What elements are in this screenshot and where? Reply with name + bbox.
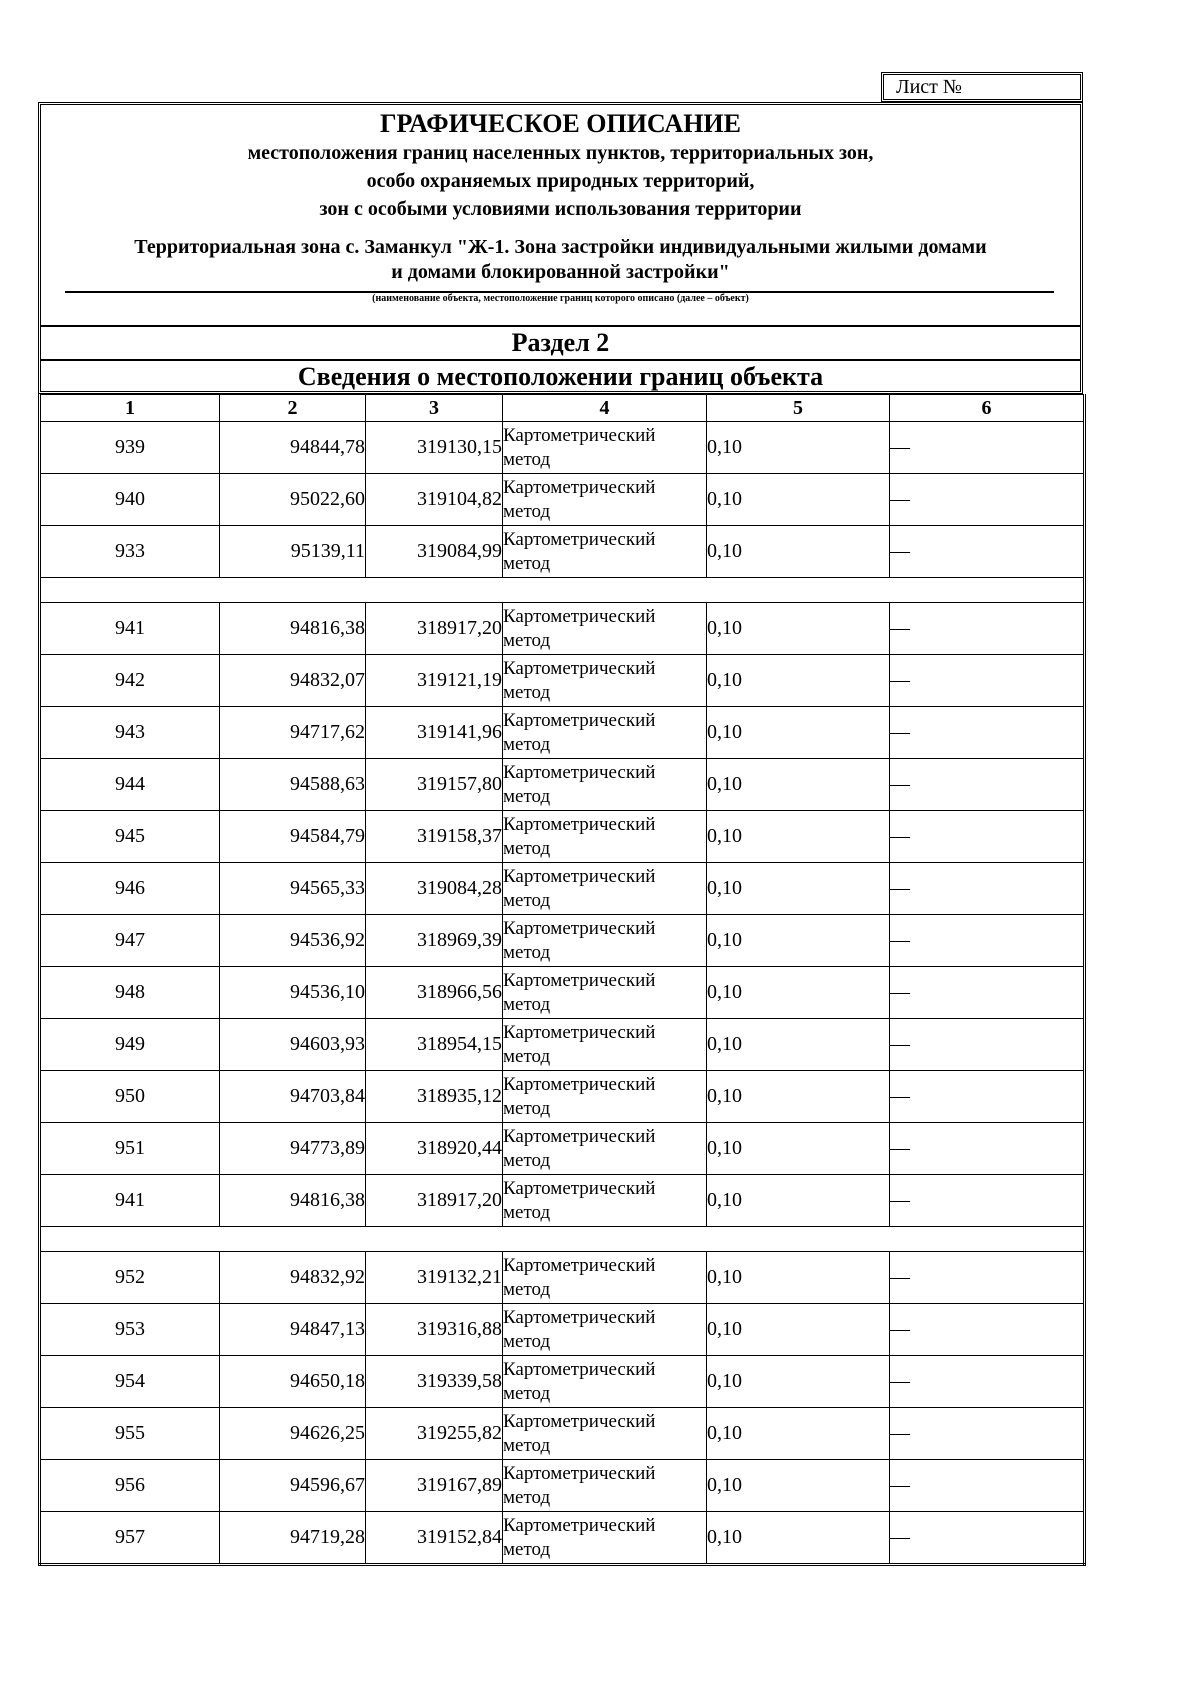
y-coordinate-cell: 318969,39 xyxy=(366,915,503,967)
x-coordinate-cell: 94832,92 xyxy=(220,1252,366,1304)
point-number-cell: 947 xyxy=(40,915,220,967)
x-coordinate-cell: 95139,11 xyxy=(220,526,366,578)
description-cell: — xyxy=(890,1304,1085,1356)
description-cell: — xyxy=(890,655,1085,707)
contour-separator-cell xyxy=(40,1227,1085,1252)
x-coordinate-cell: 94717,62 xyxy=(220,707,366,759)
object-caption: (наименование объекта, местоположение границ которого описано (далее – объект) xyxy=(372,293,749,304)
point-number-cell: 957 xyxy=(40,1512,220,1565)
y-coordinate-cell: 318917,20 xyxy=(366,603,503,655)
x-coordinate-cell: 94844,78 xyxy=(220,422,366,474)
point-number-cell: 933 xyxy=(40,526,220,578)
table-row xyxy=(40,474,1085,526)
accuracy-cell: 0,10 xyxy=(707,863,890,915)
x-coordinate-cell: 94832,07 xyxy=(220,655,366,707)
x-coordinate-cell: 94719,28 xyxy=(220,1512,366,1565)
section-title: Сведения о местоположении границ объекта xyxy=(41,359,1080,393)
column-header-4: 4 xyxy=(503,395,707,422)
sheet-number-label: Лист № xyxy=(896,76,962,98)
point-number-cell: 942 xyxy=(40,655,220,707)
method-cell: Картометрический метод xyxy=(503,655,707,707)
column-header-6: 6 xyxy=(890,395,1085,422)
accuracy-cell: 0,10 xyxy=(707,1252,890,1304)
column-header-2: 2 xyxy=(220,395,366,422)
accuracy-cell: 0,10 xyxy=(707,811,890,863)
accuracy-cell: 0,10 xyxy=(707,1408,890,1460)
table-row xyxy=(40,526,1085,578)
description-cell: — xyxy=(890,863,1085,915)
point-number-cell: 952 xyxy=(40,1252,220,1304)
description-cell: — xyxy=(890,1019,1085,1071)
method-cell: Картометрический метод xyxy=(503,1019,707,1071)
y-coordinate-cell: 318920,44 xyxy=(366,1123,503,1175)
accuracy-cell: 0,10 xyxy=(707,707,890,759)
accuracy-cell: 0,10 xyxy=(707,655,890,707)
contour-separator-cell xyxy=(40,578,1085,603)
column-header-1: 1 xyxy=(40,395,220,422)
description-cell: — xyxy=(890,1460,1085,1512)
y-coordinate-cell: 319141,96 xyxy=(366,707,503,759)
y-coordinate-cell: 319084,28 xyxy=(366,863,503,915)
table-row xyxy=(40,1356,1085,1408)
accuracy-cell: 0,10 xyxy=(707,1071,890,1123)
section-label: Раздел 2 xyxy=(41,325,1080,359)
table-row xyxy=(40,1071,1085,1123)
y-coordinate-cell: 319167,89 xyxy=(366,1460,503,1512)
description-cell: — xyxy=(890,759,1085,811)
point-number-cell: 951 xyxy=(40,1123,220,1175)
description-cell: — xyxy=(890,1512,1085,1565)
point-number-cell: 941 xyxy=(40,603,220,655)
method-cell: Картометрический метод xyxy=(503,863,707,915)
method-cell: Картометрический метод xyxy=(503,1071,707,1123)
point-number-cell: 955 xyxy=(40,1408,220,1460)
accuracy-cell: 0,10 xyxy=(707,1019,890,1071)
x-coordinate-cell: 94588,63 xyxy=(220,759,366,811)
point-number-cell: 940 xyxy=(40,474,220,526)
object-name-line-1: Территориальная зона с. Заманкул "Ж-1. Зона застройки индивидуальными жилыми домами xyxy=(134,236,987,258)
y-coordinate-cell: 318954,15 xyxy=(366,1019,503,1071)
table-row xyxy=(40,422,1085,474)
table-row xyxy=(40,811,1085,863)
y-coordinate-cell: 319152,84 xyxy=(366,1512,503,1565)
point-number-cell: 939 xyxy=(40,422,220,474)
method-cell: Картометрический метод xyxy=(503,707,707,759)
method-cell: Картометрический метод xyxy=(503,1123,707,1175)
method-cell: Картометрический метод xyxy=(503,1175,707,1227)
document-title: ГРАФИЧЕСКОЕ ОПИСАНИЕ xyxy=(380,109,741,138)
table-row xyxy=(40,915,1085,967)
point-number-cell: 946 xyxy=(40,863,220,915)
table-row xyxy=(40,1460,1085,1512)
accuracy-cell: 0,10 xyxy=(707,603,890,655)
y-coordinate-cell: 319158,37 xyxy=(366,811,503,863)
column-header-5: 5 xyxy=(707,395,890,422)
method-cell: Картометрический метод xyxy=(503,526,707,578)
coordinates-table xyxy=(38,394,1086,1566)
table-row xyxy=(40,603,1085,655)
point-number-cell: 953 xyxy=(40,1304,220,1356)
contour-separator-row xyxy=(40,1227,1085,1252)
method-cell: Картометрический метод xyxy=(503,1408,707,1460)
accuracy-cell: 0,10 xyxy=(707,759,890,811)
x-coordinate-cell: 94596,67 xyxy=(220,1460,366,1512)
accuracy-cell: 0,10 xyxy=(707,1460,890,1512)
description-cell: — xyxy=(890,1071,1085,1123)
point-number-cell: 950 xyxy=(40,1071,220,1123)
table-row xyxy=(40,655,1085,707)
description-cell: — xyxy=(890,474,1085,526)
table-row xyxy=(40,1123,1085,1175)
method-cell: Картометрический метод xyxy=(503,603,707,655)
y-coordinate-cell: 319132,21 xyxy=(366,1252,503,1304)
y-coordinate-cell: 319316,88 xyxy=(366,1304,503,1356)
description-cell: — xyxy=(890,1356,1085,1408)
table-row xyxy=(40,1252,1085,1304)
y-coordinate-cell: 319157,80 xyxy=(366,759,503,811)
accuracy-cell: 0,10 xyxy=(707,915,890,967)
description-cell: — xyxy=(890,707,1085,759)
y-coordinate-cell: 319255,82 xyxy=(366,1408,503,1460)
y-coordinate-cell: 319130,15 xyxy=(366,422,503,474)
x-coordinate-cell: 94703,84 xyxy=(220,1071,366,1123)
accuracy-cell: 0,10 xyxy=(707,1356,890,1408)
point-number-cell: 956 xyxy=(40,1460,220,1512)
method-cell: Картометрический метод xyxy=(503,759,707,811)
description-cell: — xyxy=(890,1123,1085,1175)
x-coordinate-cell: 94603,93 xyxy=(220,1019,366,1071)
method-cell: Картометрический метод xyxy=(503,1512,707,1565)
x-coordinate-cell: 94565,33 xyxy=(220,863,366,915)
method-cell: Картометрический метод xyxy=(503,1460,707,1512)
point-number-cell: 944 xyxy=(40,759,220,811)
method-cell: Картометрический метод xyxy=(503,474,707,526)
point-number-cell: 945 xyxy=(40,811,220,863)
document-subtitle-line-2: особо охраняемых природных территорий, xyxy=(366,170,755,192)
method-cell: Картометрический метод xyxy=(503,1304,707,1356)
x-coordinate-cell: 94816,38 xyxy=(220,603,366,655)
table-row xyxy=(40,1512,1085,1565)
method-cell: Картометрический метод xyxy=(503,915,707,967)
description-cell: — xyxy=(890,526,1085,578)
description-cell: — xyxy=(890,967,1085,1019)
method-cell: Картометрический метод xyxy=(503,1356,707,1408)
x-coordinate-cell: 94626,25 xyxy=(220,1408,366,1460)
x-coordinate-cell: 94816,38 xyxy=(220,1175,366,1227)
method-cell: Картометрический метод xyxy=(503,1252,707,1304)
table-row xyxy=(40,759,1085,811)
y-coordinate-cell: 318917,20 xyxy=(366,1175,503,1227)
accuracy-cell: 0,10 xyxy=(707,1304,890,1356)
y-coordinate-cell: 319104,82 xyxy=(366,474,503,526)
x-coordinate-cell: 94536,10 xyxy=(220,967,366,1019)
object-name-line-2: и домами блокированной застройки" xyxy=(391,261,730,283)
description-cell: — xyxy=(890,1175,1085,1227)
accuracy-cell: 0,10 xyxy=(707,967,890,1019)
description-cell: — xyxy=(890,915,1085,967)
x-coordinate-cell: 94536,92 xyxy=(220,915,366,967)
x-coordinate-cell: 94584,79 xyxy=(220,811,366,863)
table-row xyxy=(40,1175,1085,1227)
method-cell: Картометрический метод xyxy=(503,967,707,1019)
method-cell: Картометрический метод xyxy=(503,811,707,863)
y-coordinate-cell: 319084,99 xyxy=(366,526,503,578)
description-cell: — xyxy=(890,603,1085,655)
column-header-3: 3 xyxy=(366,395,503,422)
y-coordinate-cell: 319339,58 xyxy=(366,1356,503,1408)
document-subtitle-line-3: зон с особыми условиями использования территории xyxy=(319,198,802,220)
accuracy-cell: 0,10 xyxy=(707,526,890,578)
object-name xyxy=(41,235,1080,285)
method-cell: Картометрический метод xyxy=(503,422,707,474)
x-coordinate-cell: 94650,18 xyxy=(220,1356,366,1408)
point-number-cell: 949 xyxy=(40,1019,220,1071)
table-row xyxy=(40,967,1085,1019)
accuracy-cell: 0,10 xyxy=(707,1175,890,1227)
point-number-cell: 941 xyxy=(40,1175,220,1227)
table-row xyxy=(40,1304,1085,1356)
point-number-cell: 943 xyxy=(40,707,220,759)
table-row xyxy=(40,863,1085,915)
table-row xyxy=(40,707,1085,759)
description-cell: — xyxy=(890,1408,1085,1460)
sheet-number-box xyxy=(881,72,1083,102)
column-number-row xyxy=(40,395,1085,422)
accuracy-cell: 0,10 xyxy=(707,422,890,474)
accuracy-cell: 0,10 xyxy=(707,474,890,526)
y-coordinate-cell: 318935,12 xyxy=(366,1071,503,1123)
accuracy-cell: 0,10 xyxy=(707,1512,890,1565)
point-number-cell: 948 xyxy=(40,967,220,1019)
accuracy-cell: 0,10 xyxy=(707,1123,890,1175)
x-coordinate-cell: 94773,89 xyxy=(220,1123,366,1175)
contour-separator-row xyxy=(40,578,1085,603)
x-coordinate-cell: 95022,60 xyxy=(220,474,366,526)
description-cell: — xyxy=(890,1252,1085,1304)
point-number-cell: 954 xyxy=(40,1356,220,1408)
y-coordinate-cell: 318966,56 xyxy=(366,967,503,1019)
document-subtitle-line-1: местоположения границ населенных пунктов, территориальных зон, xyxy=(247,142,874,164)
y-coordinate-cell: 319121,19 xyxy=(366,655,503,707)
description-cell: — xyxy=(890,422,1085,474)
table-row xyxy=(40,1019,1085,1071)
table-row xyxy=(40,1408,1085,1460)
document-header xyxy=(38,102,1083,394)
x-coordinate-cell: 94847,13 xyxy=(220,1304,366,1356)
description-cell: — xyxy=(890,811,1085,863)
